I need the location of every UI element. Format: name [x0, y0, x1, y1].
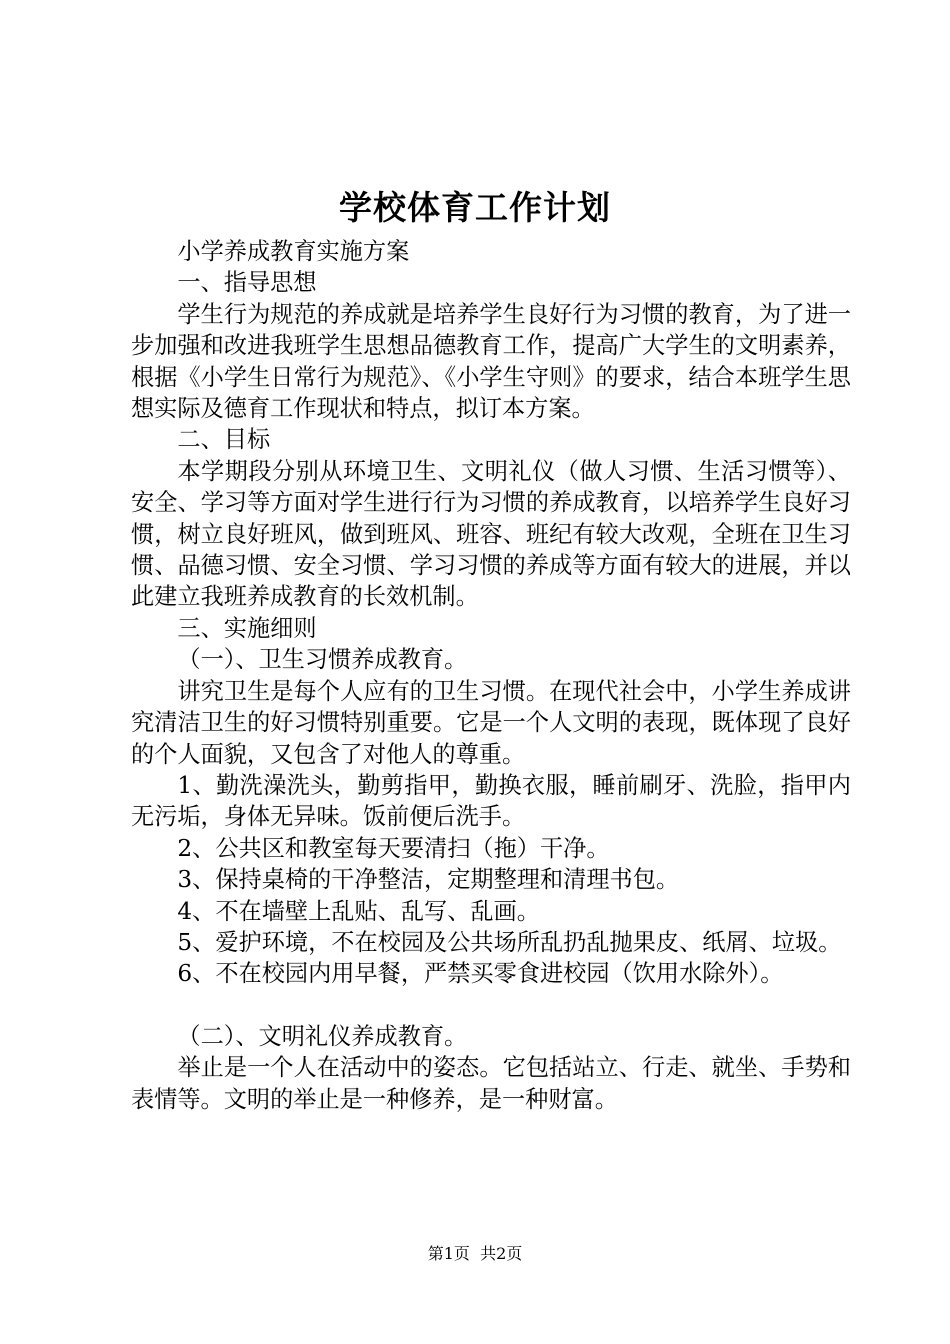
- list-item-4: 4、不在墙壁上乱贴、乱写、乱画。: [177, 897, 540, 925]
- heading-goals: 二、目标: [177, 426, 271, 454]
- heading-etiquette-habits: （二）、文明礼仪养成教育。: [177, 1022, 468, 1050]
- paragraph-goals: 本学期段分别从环境卫生、文明礼仪（做人习惯、生活习惯等）、安全、学习等方面对学生进行行为习惯的养成教育，以培养学生良好习惯，树立良好班风，做到班风、班容、班纪有较大改观，全班在卫生习惯、品德习惯、安全习惯、学习习惯的养成等方面有较大的进展，并以此建立我班养成教育的长效机制。: [131, 457, 851, 611]
- page-footer: [0, 1242, 950, 1266]
- page-total: 共2页: [480, 1244, 523, 1263]
- paragraph-guiding-ideology: 学生行为规范的养成就是培养学生良好行为习惯的教育，为了进一步加强和改进我班学生思想品德教育工作，提高广大学生的文明素养，根据《小学生日常行为规范》、《小学生守则》的要求，结合本班学生思想实际及德育工作现状和特点，拟订本方案。: [131, 300, 851, 423]
- list-item-5: 5、爱护环境，不在校园及公共场所乱扔乱抛果皮、纸屑、垃圾。: [177, 928, 842, 956]
- page-number: 第1页: [427, 1244, 470, 1263]
- heading-implementation: 三、实施细则: [177, 614, 317, 642]
- list-item-3: 3、保持桌椅的干净整洁，定期整理和清理书包。: [177, 866, 680, 894]
- paragraph-subtitle: 小学养成教育实施方案: [177, 238, 410, 265]
- document-title: 学校体育工作计划: [339, 188, 611, 227]
- paragraph-hygiene-intro: 讲究卫生是每个人应有的卫生习惯。在现代社会中，小学生养成讲究清洁卫生的好习惯特别重要。它是一个人文明的表现，既体现了良好的个人面貌，又包含了对他人的尊重。: [131, 677, 851, 768]
- list-item-6: 6、不在校园内用早餐，严禁买零食进校园（饮用水除外）。: [177, 960, 784, 988]
- document-body: [131, 236, 851, 1115]
- list-item-1: 1、勤洗澡洗头，勤剪指甲，勤换衣服，睡前刷牙、洗脸，指甲内无污垢，身体无异味。饭前便后洗手。: [131, 771, 851, 831]
- heading-guiding-ideology: 一、指导思想: [177, 269, 317, 297]
- heading-hygiene-habits: （一）、卫生习惯养成教育。: [177, 646, 468, 674]
- paragraph-etiquette-intro: 举止是一个人在活动中的姿态。它包括站立、行走、就坐、手势和表情等。文明的举止是一种修养，是一种财富。: [131, 1054, 851, 1113]
- list-item-2: 2、公共区和教室每天要清扫（拖）干净。: [177, 834, 610, 862]
